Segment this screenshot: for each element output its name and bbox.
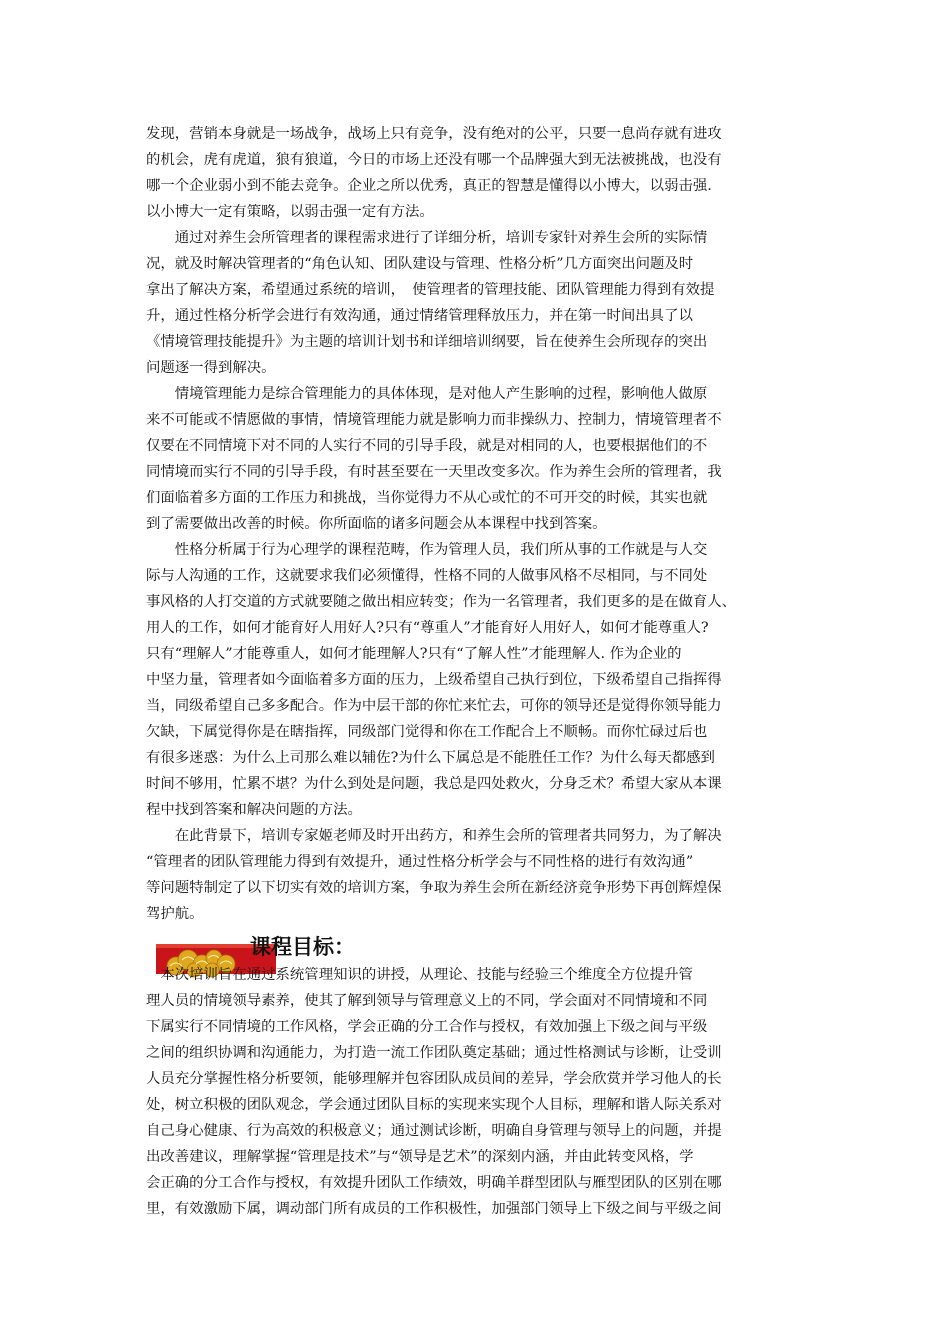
paragraph-line: 问题逐一得到解决。 (146, 360, 276, 376)
paragraph-line: 到了需要做出改善的时候。你所面临的诸多问题会从本课程中找到答案。 (146, 516, 607, 532)
objective-line: 里，有效激励下属，调动部门所有成员的工作积极性，加强部门领导上下级之间与平级之间 (146, 1201, 722, 1217)
paragraph-line: 况，就及时解决管理者的“角色认知、团队建设与管理、性格分析”几方面突出问题及时 (146, 256, 694, 272)
paragraph-line: 当，同级希望自己多多配合。作为中层干部的你忙来忙去，可你的领导还是觉得你领导能力 (146, 698, 722, 714)
paragraph-line: 来不可能或不情愿做的事情，情境管理能力就是影响力而非操纵力、控制力，情境管理者不 (146, 412, 722, 428)
paragraph-line: 哪一个企业弱小到不能去竞争。企业之所以优秀，真正的智慧是懂得以小博大，以弱击强. (146, 178, 712, 194)
paragraph-line: 仅要在不同情境下对不同的人实行不同的引导手段，就是对相同的人，也要根据他们的不 (146, 438, 708, 454)
paragraph-line: 们面临着多方面的工作压力和挑战，当你觉得力不从心或忙的不可开交的时候，其实也就 (146, 490, 708, 506)
paragraph-line: 《情境管理技能提升》为主题的培训计划书和详细培训纲要，旨在使养生会所现存的突出 (146, 334, 708, 350)
objective-line: 下属实行不同情境的工作风格，学会正确的分工合作与授权，有效加强上下级之间与平级 (146, 1019, 708, 1035)
paragraph-line: 际与人沟通的工作，这就要求我们必须懂得，性格不同的人做事风格不尽相同，与不同处 (146, 568, 708, 584)
paragraph-line: 升，通过性格分析学会进行有效沟通，通过情绪管理释放压力，并在第一时间出具了以 (146, 308, 693, 324)
paragraph-line: 的机会，虎有虎道，狼有狼道，今日的市场上还没有哪一个品牌强大到无法被挑战，也没有 (146, 152, 722, 168)
paragraph-line: 在此背景下，培训专家姬老师及时开出药方，和养生会所的管理者共同努力，为了解决 (146, 828, 722, 844)
objective-line: 本次培训旨在通过系统管理知识的讲授，从理论、技能与经验三个维度全方位提升管 (146, 967, 693, 983)
objective-line: 处，树立积极的团队观念，学会通过团队目标的实现来实现个人目标，理解和谐人际关系对 (146, 1097, 722, 1113)
section-heading: 课程目标： (250, 935, 355, 959)
paragraph-line: 欠缺，下属觉得你是在瞎指挥，同级部门觉得和你在工作配合上不顺畅。而你忙碌过后也 (146, 724, 708, 740)
paragraph-line: 事风格的人打交道的方式就要随之做出相应转变；作为一名管理者，我们更多的是在做育人、 (146, 594, 737, 610)
paragraph-line: 有很多迷惑：为什么上司那么难以辅佐?为什么下属总是不能胜任工作？为什么每天都感到 (146, 750, 715, 766)
paragraph-line: “管理者的团队管理能力得到有效提升，通过性格分析学会与不同性格的进行有效沟通” (146, 854, 694, 870)
paragraph-line: 等问题特制定了以下切实有效的培训方案，争取为养生会所在新经济竞争形势下再创辉煌保 (146, 880, 722, 896)
objectives-section (146, 962, 806, 1222)
intro-section (146, 121, 806, 927)
paragraph-line: 性格分析属于行为心理学的课程范畴，作为管理人员，我们所从事的工作就是与人交 (146, 542, 708, 558)
objective-line: 会正确的分工合作与授权，有效提升团队工作绩效，明确羊群型团队与雁型团队的区别在哪 (146, 1175, 722, 1191)
objective-line: 自己身心健康、行为高效的积极意义；通过测试诊断，明确自身管理与领导上的问题，并提 (146, 1123, 722, 1139)
paragraph-line: 程中找到答案和解决问题的方法。 (146, 802, 362, 818)
paragraph-line: 同情境而实行不同的引导手段，有时甚至要在一天里改变多次。作为养生会所的管理者，我 (146, 464, 722, 480)
objective-line: 人员充分掌握性格分析要领，能够理解并包容团队成员间的差异，学会欣赏并学习他人的长 (146, 1071, 722, 1087)
paragraph-line: 以小博大一定有策略，以弱击强一定有方法。 (146, 204, 434, 220)
paragraph-line: 通过对养生会所管理者的课程需求进行了详细分析，培训专家针对养生会所的实际情 (146, 230, 708, 246)
paragraph-line: 拿出了解决方案，希望通过系统的培训， 使管理者的管理技能、团队管理能力得到有效提 (146, 282, 715, 298)
paragraph-line: 只有“理解人”才能尊重人，如何才能理解人?只有“了解人性”才能理解人. 作为企业的 (146, 646, 682, 662)
paragraph-line: 用人的工作，如何才能育好人用好人?只有“尊重人”才能育好人用好人，如何才能尊重人? (146, 620, 709, 636)
paragraph-line: 中坚力量，管理者如今面临着多方面的压力，上级希望自己执行到位，下级希望自己指挥得 (146, 672, 722, 688)
paragraph-line: 发现，营销本身就是一场战争，战场上只有竞争，没有绝对的公平，只要一息尚存就有进攻 (146, 126, 722, 142)
objective-line: 出改善建议，理解掌握“管理是技术”与“领导是艺术”的深刻内涵，并由此转变风格，学 (146, 1149, 694, 1165)
paragraph-line: 驾护航。 (146, 906, 204, 922)
paragraph-line: 时间不够用，忙累不堪？为什么到处是问题，我总是四处救火，分身乏术？希望大家从本课 (146, 776, 722, 792)
paragraph-line: 情境管理能力是综合管理能力的具体体现，是对他人产生影响的过程，影响他人做原 (146, 386, 708, 402)
objective-line: 之间的组织协调和沟通能力，为打造一流工作团队奠定基础；通过性格测试与诊断，让受训 (146, 1045, 722, 1061)
objective-line: 理人员的情境领导素养，使其了解到领导与管理意义上的不同，学会面对不同情境和不同 (146, 993, 708, 1009)
